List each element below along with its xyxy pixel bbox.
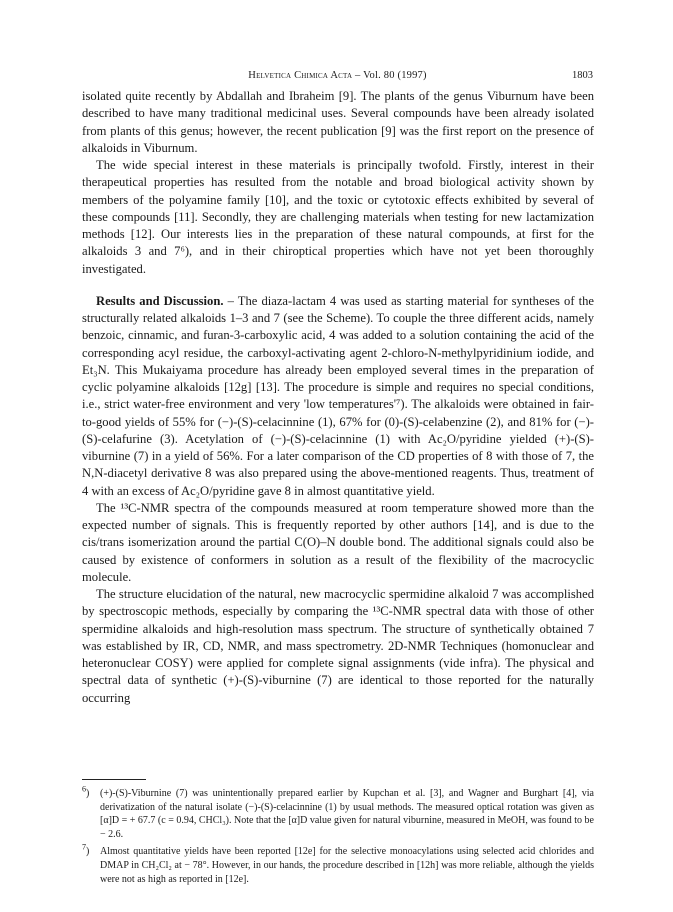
journal-name: Helvetica Chimica Acta	[248, 70, 353, 81]
journal-volume: – Vol. 80 (1997)	[355, 70, 427, 81]
body-text	[82, 88, 594, 707]
paragraph-4: The ¹³C-NMR spectra of the compounds measured at room temperature showed more than the expected number of signals. This is frequently reported by other authors [14], and is due to the cis/trans isomerization around the partial C(O)–N double bond. The additional signals could also be caused by existence of conformers in solution as a result of the flexibility of the macrocyclic molecule.	[82, 500, 594, 584]
footnote-marker: $^7$)	[82, 843, 90, 858]
footnote-7	[82, 845, 594, 886]
section-heading: Results and Discussion.	[96, 293, 224, 308]
paragraph-3	[82, 293, 594, 500]
journal-line	[82, 70, 593, 81]
paragraph-5: The structure elucidation of the natural, new macrocyclic spermidine alkaloid 7 was accomplished by spectroscopic methods, especially by comparing the ¹³C-NMR spectral data with those of other spermidine alkaloids and high-resolution mass spectrum. The structure of synthetically obtained 7 was established by IR, CD, NMR, and mass spectrometry. 2D-NMR Techniques (homonuclear and heteronuclear COSY) were applied for complete signal assignments (vide infra). The physical and spectral data of synthetic (+)-(S)-viburnine (7) are identical to those reported for the naturally occurring	[82, 587, 594, 705]
footnote-divider	[82, 779, 146, 780]
paragraph-3-text: – The diaza-lactam 4 was used as starting material for syntheses of the structurally related alkaloids 1–3 and 7 (see the Scheme). To couple the three different acids, namely benzoic, cinnamic, and furan-3-carboxylic acid, 4 was added to a solution containing the acid of the corresponding acyl residue, the carboxyl-activating agent 2-chloro-N-methylpyridinium iodide, and Et₃N. This Mukaiyama procedure has already been employed several times in the preparation of cyclic polyamine alkaloids [12g] [13]. The procedure is simple and requires no special conditions, i.e., strict water-free environment and very 'low temperatures'⁷). The alkaloids were obtained in fair-to-good yields of 55% for (−)-(S)-celacinnine (1), 67% for (0)-(S)-celabenzine (2), and 81% for (−)-(S)-celafurine (3). Acetylation of (−)-(S)-celacinnine (1) with Ac₂O/pyridine yielded (+)-(S)-viburnine (7) in a yield of 56%. For a later comparison of the CD properties of 8 with those of 7, the N,N-diacetyl derivative 8 was also prepared using the above-mentioned reagents. Thus, treatment of 4 with an excess of Ac₂O/pyridine gave 8 in almost quantitative yield.	[82, 293, 594, 498]
footnotes	[82, 784, 594, 890]
footnote-text: Almost quantitative yields have been reported [12e] for the selective monoacylations using selected acid chlorides and DMAP in CH₂Cl₂ at − 78°. However, in our hands, the procedure described in [12h] was more reliable, although the yields were not as high as reported in [12e].	[100, 846, 594, 885]
running-header	[82, 70, 593, 86]
footnote-6	[82, 784, 594, 841]
footnote-marker: $^6$)	[82, 784, 90, 799]
footnote-text: (+)-(S)-Viburnine (7) was unintentionally prepared earlier by Kupchan et al. [3], and Wagner and Burghart [4], via derivatization of the natural isolate (−)-(S)-celacinnine (1) by usual methods. The measured optical rotation was given as [α]D = + 67.7 (c = 0.94, CHCl₃). Note that the [α]D value given for natural viburnine, measured in MeOH, was found to be − 2.6.	[100, 788, 594, 840]
paragraph-2: The wide special interest in these materials is principally twofold. Firstly, interest in their therapeutical properties has resulted from the notable and broad biological activity shown by members of the polyamine family [10], and the toxic or cytotoxic effects exhibited by several of these compounds [11]. Secondly, they are challenging materials when testing for new lactamization methods [12]. Our interests lies in the preparation of these natural compounds, at first for the alkaloids 3 and 7⁶), and in their chiroptical properties which have not yet been thoroughly investigated.	[82, 158, 594, 276]
paragraph-1: isolated quite recently by Abdallah and Ibraheim [9]. The plants of the genus Viburnum have been described to have many traditional medicinal uses. Several compounds have been already isolated from plants of this genus; however, the recent publication [9] was the first report on the presence of alkaloids in Viburnum.	[82, 89, 594, 155]
page-number: 1803	[572, 70, 593, 81]
